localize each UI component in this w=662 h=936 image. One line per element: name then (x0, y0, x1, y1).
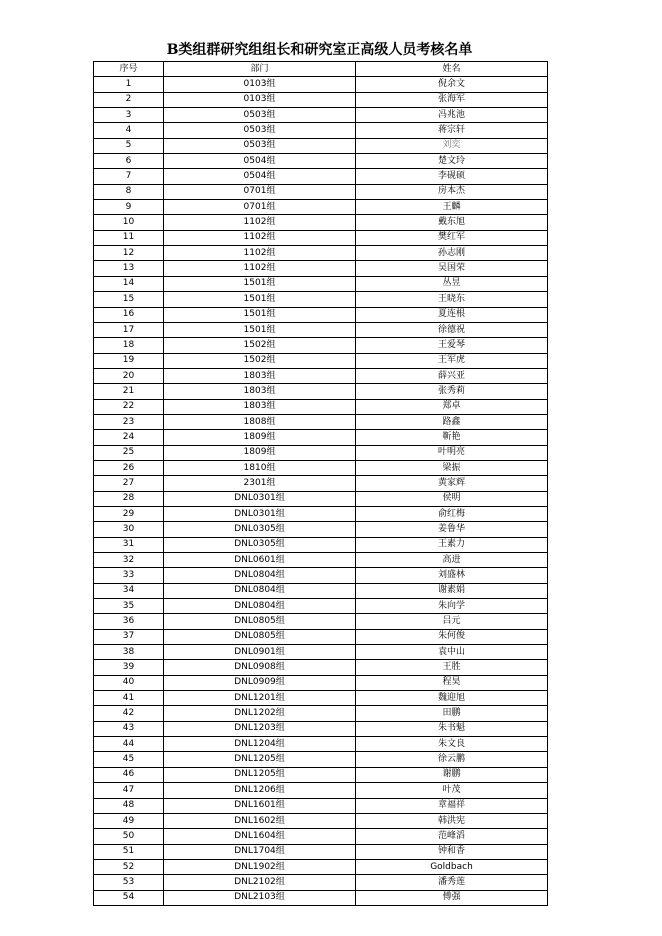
cell-department: DNL1201组 (164, 691, 356, 706)
table-row (94, 737, 548, 752)
table-row (94, 721, 548, 736)
cell-index: 17 (94, 322, 164, 337)
cell-index: 53 (94, 875, 164, 890)
table-row (94, 307, 548, 322)
table-row (94, 568, 548, 583)
cell-index: 6 (94, 154, 164, 169)
cell-index: 44 (94, 737, 164, 752)
cell-index: 5 (94, 138, 164, 153)
table-row (94, 154, 548, 169)
cell-department: DNL1902组 (164, 859, 356, 874)
cell-index: 41 (94, 691, 164, 706)
cell-name: 蒋宗轩 (356, 123, 548, 138)
cell-department: 0103组 (164, 77, 356, 92)
cell-index: 13 (94, 261, 164, 276)
cell-name: 冯兆池 (356, 108, 548, 123)
table-row (94, 537, 548, 552)
cell-name: Goldbach (356, 859, 548, 874)
cell-index: 9 (94, 200, 164, 215)
table-row (94, 215, 548, 230)
cell-department: 0504组 (164, 169, 356, 184)
cell-name: 谢鹏 (356, 767, 548, 782)
cell-name: 戴东旭 (356, 215, 548, 230)
table-row (94, 445, 548, 460)
table-row (94, 138, 548, 153)
cell-index: 23 (94, 414, 164, 429)
cell-index: 42 (94, 706, 164, 721)
cell-department: DNL1203组 (164, 721, 356, 736)
table-row (94, 230, 548, 245)
table-row (94, 783, 548, 798)
cell-department: 1809组 (164, 430, 356, 445)
table-row (94, 767, 548, 782)
table-row (94, 261, 548, 276)
cell-department: 1501组 (164, 307, 356, 322)
cell-index: 24 (94, 430, 164, 445)
table-row (94, 338, 548, 353)
cell-department: DNL0804组 (164, 568, 356, 583)
table-row (94, 844, 548, 859)
cell-department: 1803组 (164, 399, 356, 414)
cell-department: 1809组 (164, 445, 356, 460)
table-row (94, 890, 548, 905)
cell-department: DNL0805组 (164, 614, 356, 629)
cell-name: 朱向学 (356, 599, 548, 614)
cell-name: 徐德祝 (356, 322, 548, 337)
cell-department: DNL0305组 (164, 537, 356, 552)
table-row (94, 813, 548, 828)
page-title: B类组群研究组组长和研究室正高级人员考核名单 (166, 42, 473, 58)
cell-index: 47 (94, 783, 164, 798)
cell-index: 32 (94, 553, 164, 568)
cell-index: 30 (94, 522, 164, 537)
table-row (94, 553, 548, 568)
cell-department: DNL0805组 (164, 629, 356, 644)
cell-department: 1102组 (164, 246, 356, 261)
cell-department: 0701组 (164, 184, 356, 199)
cell-name: 张海军 (356, 92, 548, 107)
cell-name: 王麟 (356, 200, 548, 215)
cell-department: DNL0305组 (164, 522, 356, 537)
cell-index: 38 (94, 645, 164, 660)
cell-department: DNL0804组 (164, 583, 356, 598)
table-header-row (94, 62, 548, 77)
cell-name: 房本杰 (356, 184, 548, 199)
cell-name: 程昊 (356, 675, 548, 690)
cell-department: 0503组 (164, 123, 356, 138)
cell-index: 1 (94, 77, 164, 92)
cell-department: DNL1602组 (164, 813, 356, 828)
table-row (94, 353, 548, 368)
cell-index: 54 (94, 890, 164, 905)
cell-index: 36 (94, 614, 164, 629)
cell-department: DNL0901组 (164, 645, 356, 660)
cell-index: 22 (94, 399, 164, 414)
cell-department: DNL1206组 (164, 783, 356, 798)
table-row (94, 829, 548, 844)
cell-name: 楚文玲 (356, 154, 548, 169)
table-row (94, 384, 548, 399)
cell-name: 王晓东 (356, 292, 548, 307)
cell-name: 田鹏 (356, 706, 548, 721)
cell-index: 8 (94, 184, 164, 199)
cell-department: 1102组 (164, 230, 356, 245)
cell-department: DNL2103组 (164, 890, 356, 905)
cell-name: 魏迎旭 (356, 691, 548, 706)
cell-index: 19 (94, 353, 164, 368)
cell-index: 26 (94, 460, 164, 475)
table-row (94, 292, 548, 307)
cell-name: 郑卓 (356, 399, 548, 414)
cell-department: DNL0804组 (164, 599, 356, 614)
cell-department: DNL1205组 (164, 752, 356, 767)
cell-index: 50 (94, 829, 164, 844)
cell-index: 43 (94, 721, 164, 736)
table-row (94, 77, 548, 92)
table-row (94, 200, 548, 215)
cell-name: 刘盛林 (356, 568, 548, 583)
table-row (94, 476, 548, 491)
cell-name: 吴国荣 (356, 261, 548, 276)
table-row (94, 675, 548, 690)
cell-name: 梁振 (356, 460, 548, 475)
column-header-index: 序号 (94, 62, 164, 77)
cell-department: 1102组 (164, 215, 356, 230)
cell-index: 10 (94, 215, 164, 230)
roster-table (93, 61, 548, 906)
cell-name: 朱文良 (356, 737, 548, 752)
table-row (94, 798, 548, 813)
cell-department: 0503组 (164, 108, 356, 123)
cell-index: 35 (94, 599, 164, 614)
cell-name: 高进 (356, 553, 548, 568)
cell-index: 7 (94, 169, 164, 184)
table-row (94, 506, 548, 521)
table-row (94, 691, 548, 706)
table-row (94, 368, 548, 383)
cell-name: 靳艳 (356, 430, 548, 445)
table-row (94, 522, 548, 537)
cell-department: DNL1202组 (164, 706, 356, 721)
cell-name: 丛昱 (356, 276, 548, 291)
cell-name: 章福祥 (356, 798, 548, 813)
cell-department: 1502组 (164, 338, 356, 353)
column-header-department: 部门 (164, 62, 356, 77)
table-row (94, 246, 548, 261)
cell-department: DNL0909组 (164, 675, 356, 690)
cell-index: 33 (94, 568, 164, 583)
cell-department: 0503组 (164, 138, 356, 153)
cell-department: DNL1204组 (164, 737, 356, 752)
cell-index: 11 (94, 230, 164, 245)
table-row (94, 399, 548, 414)
cell-index: 48 (94, 798, 164, 813)
cell-name: 樊红军 (356, 230, 548, 245)
cell-index: 52 (94, 859, 164, 874)
cell-department: 1808组 (164, 414, 356, 429)
cell-department: 1803组 (164, 368, 356, 383)
cell-department: 1810组 (164, 460, 356, 475)
cell-name: 朱何俊 (356, 629, 548, 644)
table-row (94, 92, 548, 107)
table-row (94, 660, 548, 675)
cell-index: 28 (94, 491, 164, 506)
cell-index: 18 (94, 338, 164, 353)
table-row (94, 430, 548, 445)
cell-index: 25 (94, 445, 164, 460)
cell-index: 39 (94, 660, 164, 675)
table-row (94, 108, 548, 123)
cell-name: 朱书魁 (356, 721, 548, 736)
cell-name: 叶茂 (356, 783, 548, 798)
table-row (94, 583, 548, 598)
cell-department: 1501组 (164, 322, 356, 337)
cell-name: 孙志刚 (356, 246, 548, 261)
cell-index: 16 (94, 307, 164, 322)
cell-department: DNL1604组 (164, 829, 356, 844)
cell-index: 20 (94, 368, 164, 383)
cell-index: 34 (94, 583, 164, 598)
cell-index: 21 (94, 384, 164, 399)
table-row (94, 875, 548, 890)
cell-index: 4 (94, 123, 164, 138)
cell-index: 46 (94, 767, 164, 782)
cell-name: 谢素娟 (356, 583, 548, 598)
cell-department: 1502组 (164, 353, 356, 368)
cell-name: 徐云鹏 (356, 752, 548, 767)
roster-body (94, 77, 548, 906)
cell-department: 2301组 (164, 476, 356, 491)
cell-department: DNL2102组 (164, 875, 356, 890)
cell-department: DNL0301组 (164, 506, 356, 521)
cell-department: DNL1205组 (164, 767, 356, 782)
cell-index: 2 (94, 92, 164, 107)
table-row (94, 614, 548, 629)
cell-name: 袁中山 (356, 645, 548, 660)
cell-name: 潘秀莲 (356, 875, 548, 890)
cell-name: 路鑫 (356, 414, 548, 429)
cell-index: 40 (94, 675, 164, 690)
cell-name: 钟和香 (356, 844, 548, 859)
cell-name: 吕元 (356, 614, 548, 629)
table-row (94, 123, 548, 138)
cell-name: 范峰滔 (356, 829, 548, 844)
cell-index: 45 (94, 752, 164, 767)
cell-name: 王素力 (356, 537, 548, 552)
cell-name: 韩洪宪 (356, 813, 548, 828)
table-row (94, 706, 548, 721)
cell-department: 0103组 (164, 92, 356, 107)
cell-department: 0504组 (164, 154, 356, 169)
cell-index: 12 (94, 246, 164, 261)
cell-index: 15 (94, 292, 164, 307)
cell-department: DNL1601组 (164, 798, 356, 813)
table-row (94, 169, 548, 184)
cell-index: 49 (94, 813, 164, 828)
table-row (94, 322, 548, 337)
column-header-name: 姓名 (356, 62, 548, 77)
cell-department: 1102组 (164, 261, 356, 276)
cell-name: 张秀莉 (356, 384, 548, 399)
table-row (94, 752, 548, 767)
cell-department: 0701组 (164, 200, 356, 215)
cell-department: 1501组 (164, 292, 356, 307)
cell-name: 王爱琴 (356, 338, 548, 353)
table-row (94, 599, 548, 614)
cell-department: DNL1704组 (164, 844, 356, 859)
table-row (94, 184, 548, 199)
table-row (94, 629, 548, 644)
cell-name: 李砚硕 (356, 169, 548, 184)
cell-name: 傅强 (356, 890, 548, 905)
table-row (94, 645, 548, 660)
cell-index: 29 (94, 506, 164, 521)
cell-name: 薛兴亚 (356, 368, 548, 383)
cell-index: 51 (94, 844, 164, 859)
table-row (94, 276, 548, 291)
cell-index: 31 (94, 537, 164, 552)
cell-name: 夏连根 (356, 307, 548, 322)
cell-index: 14 (94, 276, 164, 291)
cell-department: DNL0908组 (164, 660, 356, 675)
cell-name: 俞红梅 (356, 506, 548, 521)
cell-name: 刘奕 (356, 138, 548, 153)
table-row (94, 859, 548, 874)
cell-name: 倪余文 (356, 77, 548, 92)
cell-name: 叶明亮 (356, 445, 548, 460)
cell-index: 3 (94, 108, 164, 123)
cell-department: 1501组 (164, 276, 356, 291)
cell-name: 王军虎 (356, 353, 548, 368)
cell-name: 姜鲁华 (356, 522, 548, 537)
cell-index: 37 (94, 629, 164, 644)
cell-department: 1803组 (164, 384, 356, 399)
table-row (94, 491, 548, 506)
cell-department: DNL0301组 (164, 491, 356, 506)
table-row (94, 414, 548, 429)
table-row (94, 460, 548, 475)
cell-department: DNL0601组 (164, 553, 356, 568)
cell-index: 27 (94, 476, 164, 491)
cell-name: 侯明 (356, 491, 548, 506)
cell-name: 黄家辉 (356, 476, 548, 491)
cell-name: 王胜 (356, 660, 548, 675)
